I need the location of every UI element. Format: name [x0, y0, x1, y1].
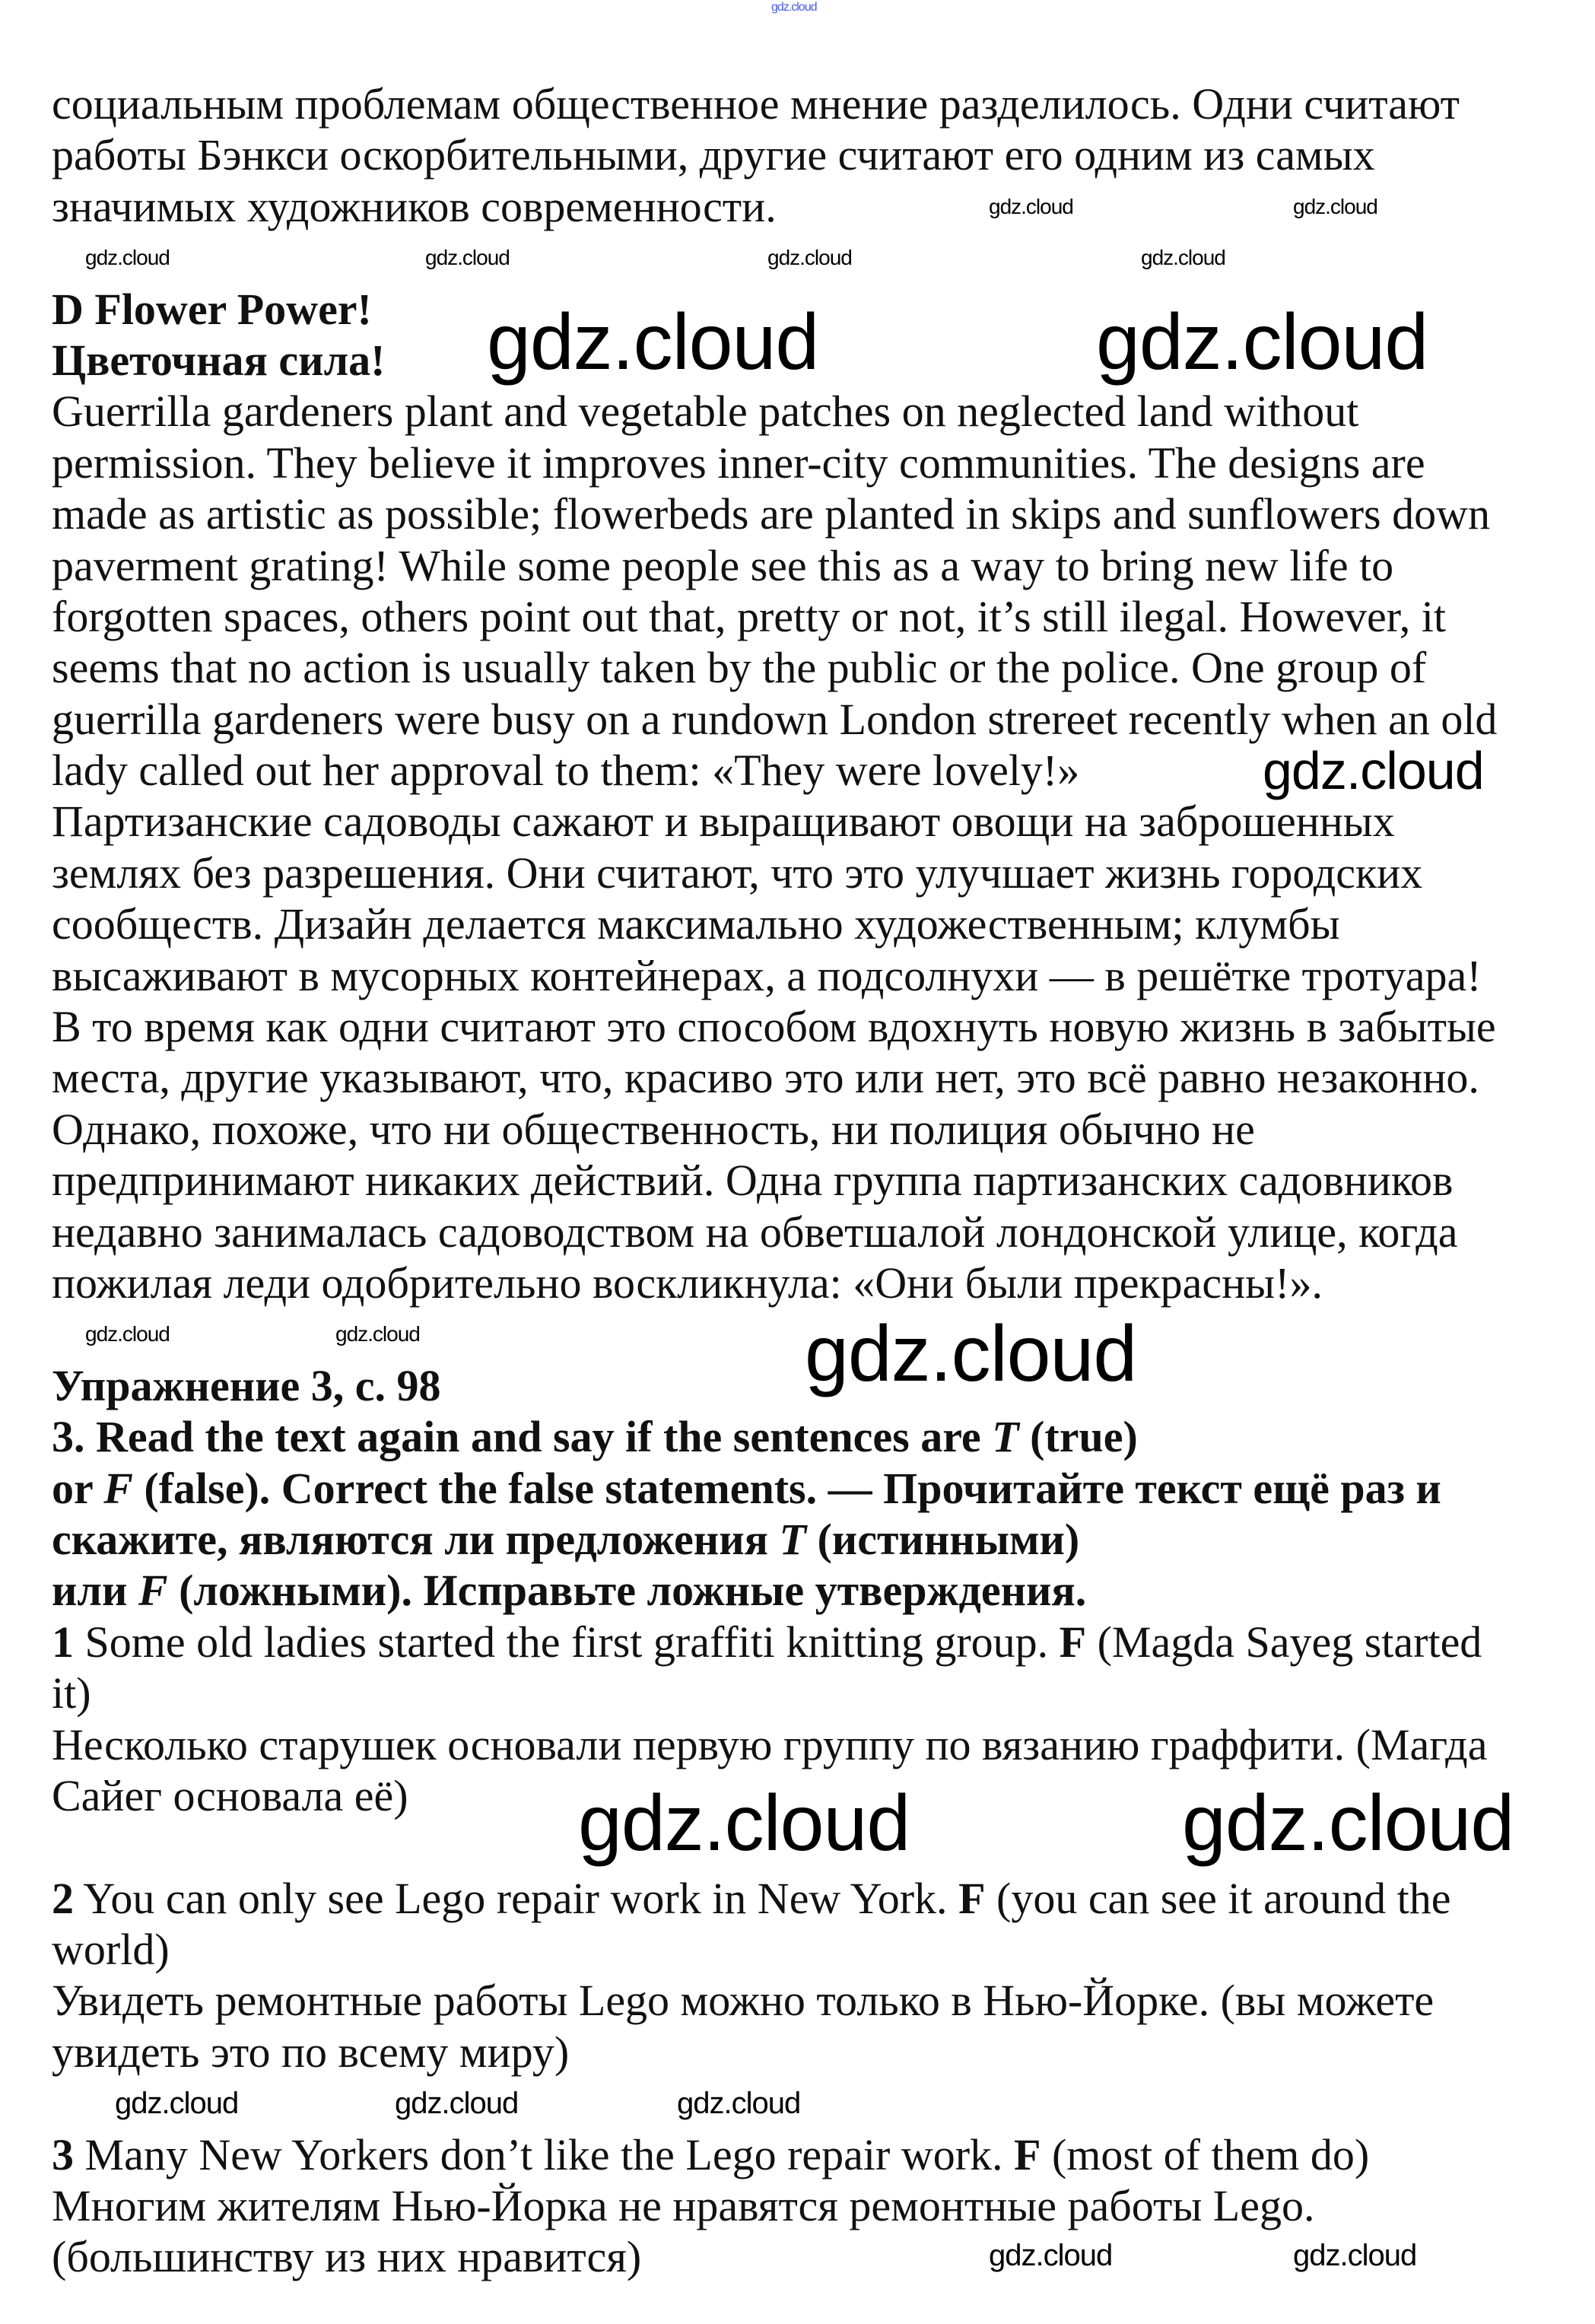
- text-line: [52, 78, 1460, 129]
- text-segment: высаживают в мусорных контейнерах, а подсолнухи — в решётке тротуара!: [52, 950, 1482, 1000]
- text-segment: сообществ. Дизайн делается максимально художественным; клумбы: [52, 899, 1340, 949]
- watermark: gdz.cloud: [85, 246, 170, 269]
- emphasized-text: T: [779, 1514, 806, 1564]
- text-line: [52, 1104, 1255, 1155]
- emphasized-text: F: [958, 1873, 986, 1923]
- emphasized-text: 3: [52, 2129, 74, 2179]
- text-line: [52, 181, 777, 232]
- text-segment: социальным проблемам общественное мнение разделилось. Одни считают: [52, 79, 1460, 129]
- text-line: [52, 1257, 1323, 1308]
- text-line: [52, 2027, 569, 2078]
- watermark: gdz.cloud: [395, 2087, 519, 2120]
- text-segment: Some old ladies started the first graffiti knitting group.: [74, 1617, 1060, 1667]
- emphasized-text: (истинными): [805, 1514, 1080, 1564]
- text-segment: permission. They believe it improves inner-city communities. The designs are: [52, 437, 1425, 488]
- text-segment: предпринимают никаких действий. Одна группа партизанских садовников: [52, 1156, 1454, 1206]
- text-segment: места, другие указывают, что, красиво это или нет, это всё равно незаконно.: [52, 1053, 1479, 1103]
- text-segment: You can only see Lego repair work in New York.: [74, 1873, 959, 1923]
- text-segment: (большинству из них нравится): [52, 2232, 642, 2282]
- watermark: gdz.cloud: [115, 2087, 239, 2120]
- text-segment: (you can see it around the: [985, 1873, 1451, 1923]
- emphasized-text: F: [103, 1463, 133, 1513]
- watermark: gdz.cloud: [1096, 298, 1428, 386]
- text-line: [52, 2231, 641, 2282]
- text-segment: paverment grating! While some people see this as a way to bring new life to: [52, 540, 1394, 590]
- text-line: [52, 1873, 1451, 1924]
- text-line: [52, 898, 1340, 949]
- text-line: [52, 1463, 1441, 1514]
- emphasized-text: 3. Read the text again and say if the sentences are: [52, 1412, 993, 1462]
- text-line: [52, 591, 1446, 642]
- watermark: gdz.cloud: [425, 246, 510, 269]
- document-body: [52, 78, 1497, 2283]
- text-segment: Многим жителям Нью-Йорка не нравятся ремонтные работы Lego.: [52, 2181, 1315, 2231]
- emphasized-text: 2: [52, 1873, 74, 1923]
- text-segment: Несколько старушек основали первую группу по вязанию граффити. (Магда: [52, 1719, 1488, 1769]
- text-line: [52, 1052, 1479, 1103]
- watermark: gdz.cloud: [85, 1322, 170, 1346]
- text-segment: Партизанские садоводы сажают и выращивают овощи на заброшенных: [52, 796, 1395, 847]
- emphasized-text: T: [992, 1412, 1019, 1462]
- text-line: [52, 694, 1497, 745]
- emphasized-text: или: [52, 1566, 138, 1616]
- watermark: gdz.cloud: [578, 1779, 910, 1868]
- text-segment: значимых художников современности.: [52, 181, 777, 231]
- text-line: [52, 540, 1393, 591]
- watermark: gdz.cloud: [805, 1310, 1137, 1398]
- text-segment: Guerrilla gardeners plant and vegetable patches on neglected land without: [52, 386, 1359, 437]
- emphasized-text: скажите, являются ли предложения: [52, 1514, 780, 1564]
- text-line: [52, 1001, 1496, 1052]
- header-watermark: gdz.cloud: [771, 1, 817, 14]
- text-line: [52, 847, 1422, 898]
- text-line: [52, 796, 1395, 847]
- text-segment: forgotten spaces, others point out that, pretty or not, it’s still ilegal. However, it: [52, 591, 1446, 641]
- emphasized-text: (ложными). Исправьте ложные утверждения.: [167, 1566, 1087, 1616]
- text-segment: seems that no action is usually taken by the public or the police. One group of: [52, 643, 1427, 693]
- emphasized-text: F: [1014, 2129, 1041, 2179]
- text-line: [52, 1514, 1079, 1565]
- emphasized-text: Упражнение 3, с. 98: [52, 1360, 441, 1410]
- watermark: gdz.cloud: [1293, 2239, 1417, 2272]
- text-line: [52, 386, 1358, 437]
- text-segment: недавно занималась садоводством на обветшалой лондонской улице, когда: [52, 1207, 1458, 1257]
- text-line: [52, 1617, 1482, 1667]
- text-segment: lady called out her approval to them: «They were lovely!»: [52, 746, 1080, 796]
- emphasized-text: or: [52, 1463, 104, 1513]
- text-segment: В то время как одни считают это способом вдохнуть новую жизнь в забытые: [52, 1002, 1496, 1052]
- text-segment: it): [52, 1668, 91, 1718]
- text-line: [52, 950, 1482, 1001]
- text-line: [52, 1360, 441, 1411]
- text-line: [52, 2129, 1369, 2180]
- emphasized-text: F: [1059, 1617, 1087, 1667]
- text-segment: Однако, похоже, что ни общественность, ни полиция обычно не: [52, 1104, 1255, 1154]
- text-line: [52, 1155, 1453, 1206]
- text-line: [52, 1565, 1086, 1616]
- text-segment: Сайег основала её): [52, 1770, 408, 1820]
- watermark: gdz.cloud: [1141, 246, 1225, 269]
- watermark: gdz.cloud: [335, 1322, 420, 1346]
- text-line: [52, 1719, 1487, 1770]
- text-line: [52, 1770, 408, 1821]
- text-segment: работы Бэнкси оскорбительными, другие считают его одним из самых: [52, 130, 1375, 180]
- text-segment: (most of them do): [1041, 2129, 1370, 2179]
- emphasized-text: (false). Correct the false statements. — Прочитайте текст ещё раз и: [132, 1463, 1441, 1513]
- watermark: gdz.cloud: [1293, 195, 1377, 218]
- watermark: gdz.cloud: [989, 195, 1073, 218]
- text-line: [52, 2180, 1314, 2231]
- text-segment: (Magda Sayeg started: [1086, 1617, 1482, 1667]
- text-segment: world): [52, 1925, 170, 1975]
- text-segment: пожилая леди одобрительно воскликнула: «Они были прекрасны!».: [52, 1257, 1323, 1308]
- watermark: gdz.cloud: [1182, 1779, 1514, 1868]
- text-line: [52, 1924, 170, 1975]
- emphasized-text: Цветочная сила!: [52, 335, 386, 385]
- text-segment: made as artistic as possible; flowerbeds are planted in skips and sunflowers down: [52, 489, 1491, 539]
- watermark: gdz.cloud: [487, 298, 819, 386]
- emphasized-text: F: [138, 1566, 168, 1616]
- text-line: [52, 642, 1426, 693]
- emphasized-text: D Flower Power!: [52, 284, 372, 334]
- text-line: [52, 1667, 91, 1718]
- emphasized-text: (true): [1018, 1412, 1138, 1462]
- text-line: [52, 1975, 1434, 2026]
- watermark: gdz.cloud: [1263, 741, 1484, 800]
- watermark: gdz.cloud: [677, 2087, 801, 2120]
- text-line: [52, 437, 1425, 488]
- text-line: [52, 1411, 1138, 1462]
- text-segment: Many New Yorkers don’t like the Lego repair work.: [74, 2129, 1015, 2179]
- text-line: [52, 745, 1079, 796]
- watermark: gdz.cloud: [989, 2239, 1113, 2272]
- text-segment: увидеть это по всему миру): [52, 2027, 570, 2077]
- text-line: [52, 335, 385, 386]
- text-segment: землях без разрешения. Они считают, что это улучшает жизнь городских: [52, 847, 1423, 898]
- watermark: gdz.cloud: [767, 246, 852, 269]
- text-segment: guerrilla gardeners were busy on a rundown London strereet recently when an old: [52, 694, 1498, 744]
- text-line: [52, 129, 1375, 180]
- text-segment: Увидеть ремонтные работы Lego можно только в Нью-Йорке. (вы можете: [52, 1976, 1435, 2026]
- text-line: [52, 1207, 1458, 1257]
- text-line: [52, 488, 1490, 539]
- text-line: [52, 284, 372, 335]
- emphasized-text: 1: [52, 1617, 74, 1667]
